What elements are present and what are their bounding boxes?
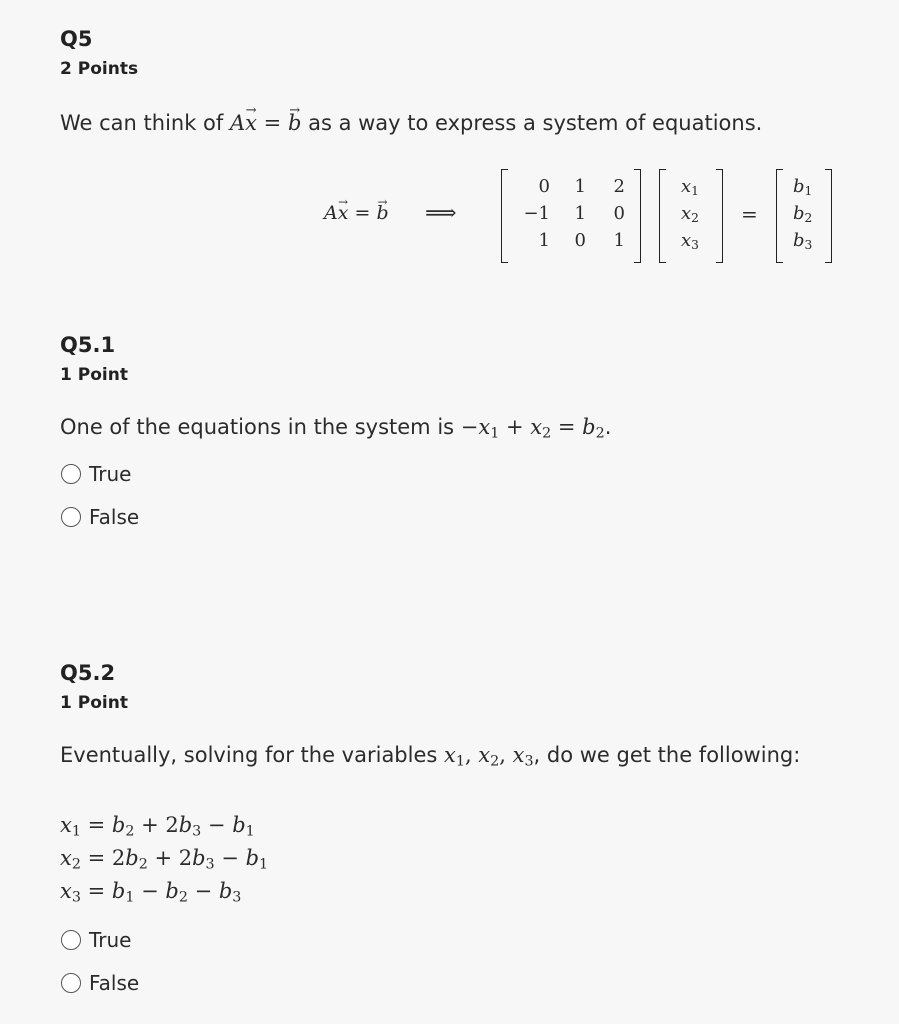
vector-x-cell: $x_1$: [681, 176, 699, 199]
vector-b-cell: $b_1$: [793, 176, 813, 199]
matrix-a-cell: 1: [538, 230, 550, 251]
vector-x-cell: $x_2$: [681, 203, 699, 226]
q5-2-option-true[interactable]: [61, 928, 131, 952]
matrix-a-cell: 1: [613, 230, 625, 251]
matrix-a: [501, 171, 641, 261]
q5-2-prompt: [60, 743, 801, 770]
q5-equals: =: [741, 202, 758, 226]
q5-points: 2 Points: [60, 59, 139, 79]
q5-1-option-false[interactable]: [61, 505, 139, 529]
matrix-a-cell: −1: [523, 203, 550, 224]
q5-1-option-true[interactable]: [61, 462, 131, 486]
vector-b-cell: $b_3$: [793, 230, 813, 253]
q5-1-prompt-before: One of the equations in the system is: [60, 415, 461, 439]
q5-2-title: Q5.2: [60, 661, 116, 685]
q5-intro: [60, 111, 762, 135]
matrix-a-cell: 1: [574, 176, 586, 197]
q5-1-prompt: [60, 415, 612, 442]
q5-2-equation-3: $x_3 = b_1 - b_2 - b_3$: [60, 879, 242, 906]
matrix-a-cell: 2: [613, 176, 625, 197]
vector-b-cell: $b_2$: [793, 203, 813, 226]
q5-1-prompt-after: .: [604, 415, 612, 439]
vector-x: [659, 171, 723, 261]
q5-2-option-true-label: True: [89, 928, 132, 952]
q5-1-points: 1 Point: [60, 365, 128, 385]
matrix-a-cell: 1: [574, 203, 586, 224]
q5-2-prompt-vars: $x_1$, $x_2$, $x_3$: [444, 743, 534, 770]
q5-title: Q5: [60, 27, 93, 51]
q5-intro-after: as a way to express a system of equations.: [301, 111, 763, 135]
q5-1-option-false-label: False: [89, 505, 140, 529]
q5-2-equation-1: $x_1 = b_2 + 2b_3 - b_1$: [60, 813, 255, 840]
q5-2-option-false[interactable]: [61, 971, 139, 995]
q5-2-prompt-before: Eventually, solving for the variables: [60, 743, 445, 767]
q5-lhs-rendered: A→ x = → b: [324, 202, 389, 224]
vector-x-cell: $x_3$: [681, 230, 699, 253]
matrix-a-cell: 0: [538, 176, 550, 197]
q5-2-equation-2: $x_2 = 2b_2 + 2b_3 - b_1$: [60, 846, 269, 873]
q5-intro-math: A→ x = → b: [230, 111, 301, 135]
q5-1-radio-false[interactable]: [61, 507, 81, 527]
matrix-a-cell: 0: [574, 230, 586, 251]
q5-1-equation: $-x_1 + x_2 = b_2$: [460, 415, 605, 442]
q5-intro-before: We can think of: [60, 111, 230, 135]
q5-1-option-true-label: True: [89, 462, 132, 486]
q5-1-title: Q5.1: [60, 333, 116, 357]
q5-2-points: 1 Point: [60, 693, 128, 713]
q5-1-radio-true[interactable]: [61, 464, 81, 484]
matrix-a-cell: 0: [613, 203, 625, 224]
q5-2-radio-false[interactable]: [61, 973, 81, 993]
q5-2-radio-true[interactable]: [61, 930, 81, 950]
vector-b: [776, 171, 832, 261]
q5-2-option-false-label: False: [89, 971, 140, 995]
q5-implies: ⟹: [425, 201, 457, 226]
q5-2-prompt-after: , do we get the following:: [533, 743, 801, 767]
